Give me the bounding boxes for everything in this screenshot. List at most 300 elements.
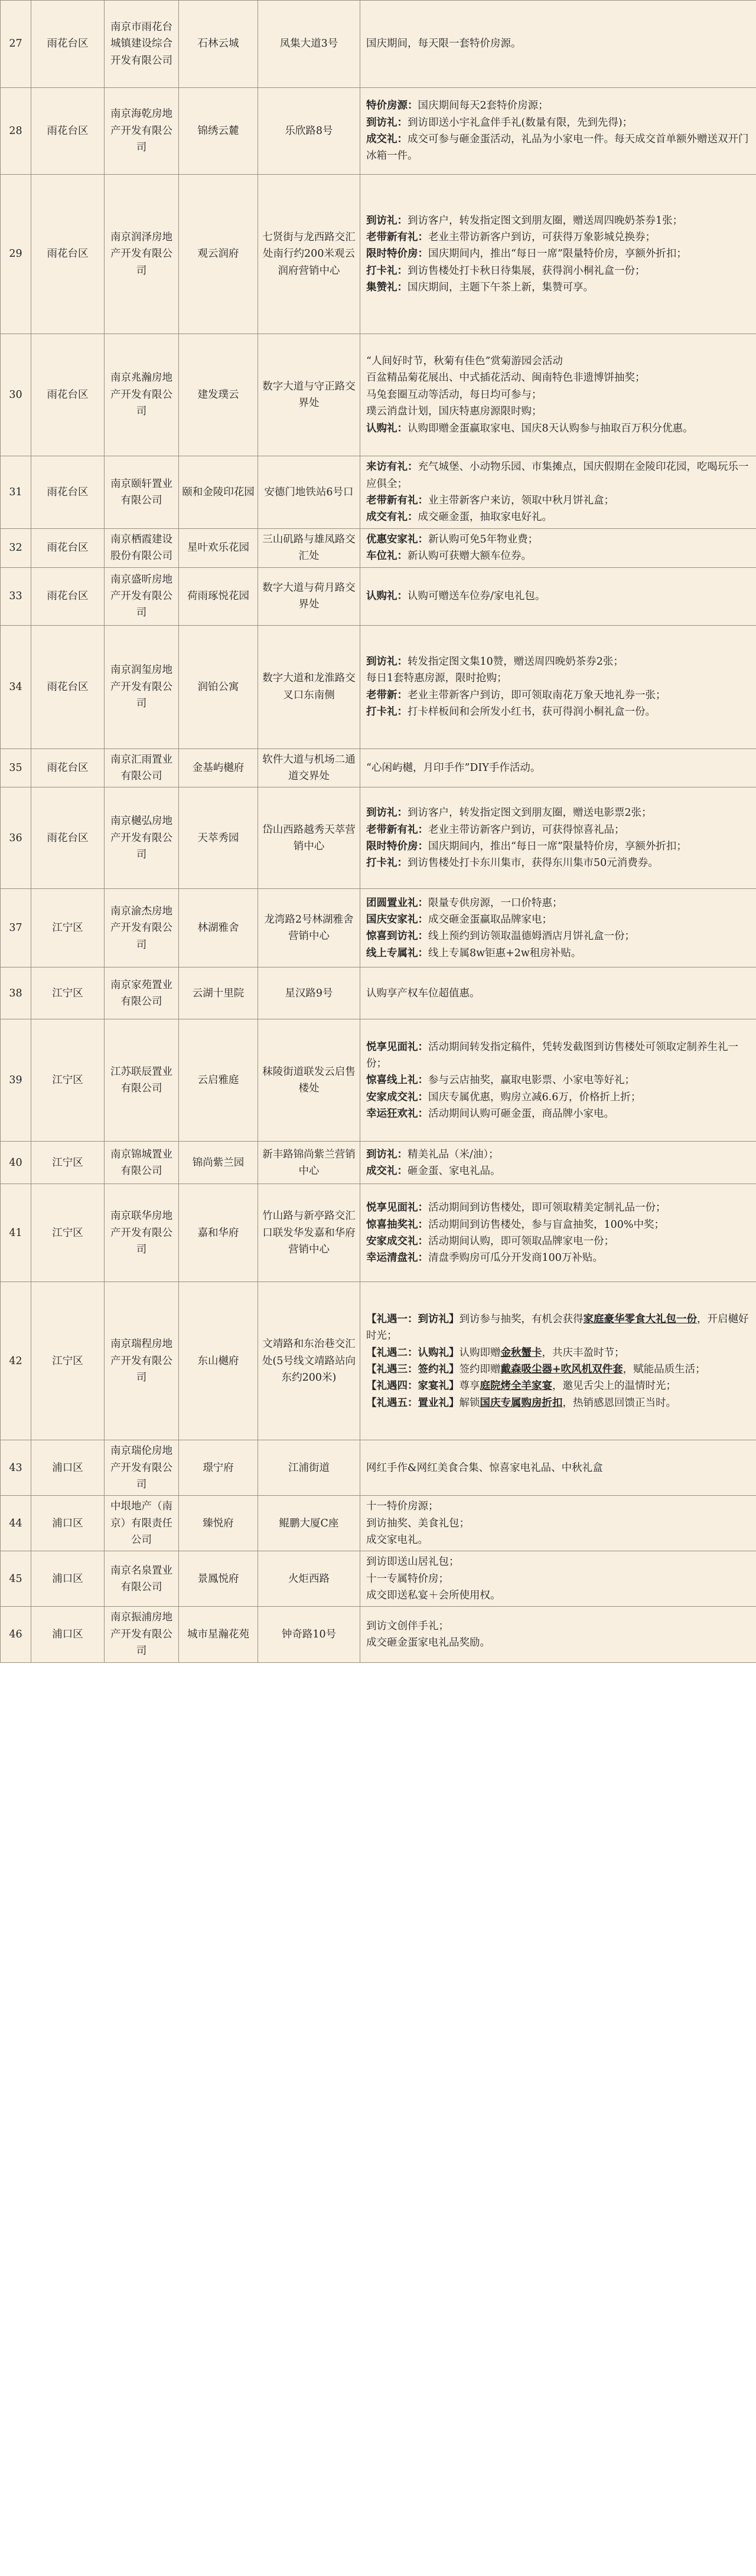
activity-text: 活动期间认购可砸金蛋，商品牌小家电。	[428, 1107, 614, 1120]
activity-text: 国庆期间每天2套特价房源；	[418, 100, 549, 112]
activity-label: 【礼遇一：到访礼】	[366, 1313, 460, 1325]
project-name-cell: 林湖雅舍	[179, 889, 258, 967]
project-name-cell: 润铂公寓	[179, 625, 258, 748]
activity-line	[366, 213, 750, 229]
table-row	[1, 625, 756, 748]
table-row	[1, 1496, 756, 1551]
activity-line	[366, 1250, 750, 1266]
activity-line	[366, 1395, 750, 1411]
activity-line	[366, 1072, 750, 1088]
activity-line	[366, 263, 750, 279]
activity-line	[366, 838, 750, 855]
row-number: 35	[1, 748, 31, 787]
activity-line	[366, 1311, 750, 1345]
activity-label: 安家成交礼：	[366, 1091, 428, 1103]
activity-text: 解锁	[459, 1397, 480, 1409]
activity-text: 成交砸金蛋赢取品牌家电；	[428, 914, 552, 926]
activity-line	[366, 1378, 750, 1394]
district-cell: 浦口区	[31, 1496, 105, 1551]
activity-text: 认购即赠	[459, 1346, 501, 1359]
activity-label: 到访礼：	[366, 116, 408, 129]
activities-cell	[360, 1496, 756, 1551]
activity-text: 国庆期间，主题下午茶上新，集赞可享。	[408, 282, 594, 294]
project-name-cell: 臻悦府	[179, 1496, 258, 1551]
activities-cell	[360, 625, 756, 748]
developer-cell: 南京栖霞建设股份有限公司	[105, 529, 179, 568]
project-name-cell: 天萃秀园	[179, 787, 258, 889]
activity-text: 签约即赠	[459, 1363, 501, 1375]
district-cell: 雨花台区	[31, 748, 105, 787]
activity-text: 线上预约到访领取温德姆酒店月饼礼盒一份；	[428, 930, 635, 943]
activity-text: 十一专属特价房；	[366, 1573, 449, 1585]
district-cell: 江宁区	[31, 967, 105, 1019]
activity-line	[366, 1089, 750, 1106]
activity-line	[366, 1146, 750, 1163]
activity-text: 十一特价房源；	[366, 1501, 439, 1513]
location-cell: 数字大道与荷月路交界处	[258, 567, 360, 625]
activity-line	[366, 353, 750, 370]
district-cell: 雨花台区	[31, 1, 105, 88]
activities-cell	[360, 787, 756, 889]
row-number: 40	[1, 1142, 31, 1184]
row-number: 38	[1, 967, 31, 1019]
developer-cell: 中垠地产（南京）有限责任公司	[105, 1496, 179, 1551]
developer-cell: 江苏联辰置业有限公司	[105, 1019, 179, 1142]
activity-line	[366, 97, 750, 114]
activity-text: 国庆期间，每天限一套特价房源。	[366, 38, 522, 50]
activity-text: 活动期间到访售楼处，参与盲盒抽奖，100%中奖；	[428, 1218, 665, 1231]
row-number: 36	[1, 787, 31, 889]
row-number: 46	[1, 1607, 31, 1662]
activity-line	[366, 1217, 750, 1233]
project-name-cell: 景鳳悦府	[179, 1551, 258, 1607]
project-name-cell: 锦绣云麓	[179, 88, 258, 175]
activity-text: 新认购可获赠大额车位券。	[408, 550, 532, 563]
activity-line	[366, 760, 750, 776]
activity-line	[366, 1361, 750, 1378]
activity-text: 到访参与抽奖，有机会获得	[459, 1313, 584, 1325]
activity-text: 清盘季购房可瓜分开发商100万补贴。	[428, 1252, 603, 1264]
activity-text: ，热销感恩回馈正当时。	[562, 1397, 676, 1409]
activity-line	[366, 945, 750, 962]
activity-label: 【礼遇五：置业礼】	[366, 1397, 460, 1409]
activity-line	[366, 131, 750, 165]
row-number: 31	[1, 456, 31, 529]
location-cell: 龙湾路2号林湖雅舍营销中心	[258, 889, 360, 967]
activity-line	[366, 492, 750, 509]
activity-line	[366, 1106, 750, 1122]
location-cell: 火炬西路	[258, 1551, 360, 1607]
activity-text: 到访客户，转发指定图文到朋友圈，赠送周四晚奶茶券1张；	[408, 214, 683, 227]
table-row	[1, 1282, 756, 1440]
table-row	[1, 175, 756, 334]
activities-cell	[360, 175, 756, 334]
activity-text: ，开启樾好时光；	[366, 1313, 749, 1342]
developer-cell: 南京汇雨置业有限公司	[105, 748, 179, 787]
district-cell: 雨花台区	[31, 175, 105, 334]
activity-text: 每日1套特惠房源，限时抢购；	[366, 672, 507, 685]
table-row	[1, 1019, 756, 1142]
activity-line	[366, 895, 750, 911]
district-cell: 雨花台区	[31, 334, 105, 456]
activity-line	[366, 1515, 750, 1532]
table-row	[1, 334, 756, 456]
district-cell: 浦口区	[31, 1440, 105, 1496]
activity-text: 新认购可免5年物业费；	[428, 534, 539, 545]
activity-line	[366, 653, 750, 670]
location-cell: 数字大道和龙淮路交叉口东南侧	[258, 625, 360, 748]
activity-label: 到访礼：	[366, 807, 408, 819]
location-cell: 新丰路锦尚紫兰营销中心	[258, 1142, 360, 1184]
location-cell: 软件大道与机场二通道交界处	[258, 748, 360, 787]
developer-cell: 南京名泉置业有限公司	[105, 1551, 179, 1607]
activity-label: 集赞礼：	[366, 282, 408, 294]
activities-cell	[360, 889, 756, 967]
activity-line	[366, 687, 750, 704]
table-row	[1, 1, 756, 88]
developer-cell: 南京渝杰房地产开发有限公司	[105, 889, 179, 967]
developer-cell: 南京润玺房地产开发有限公司	[105, 625, 179, 748]
activity-label: 到访礼：	[366, 1148, 408, 1160]
activity-text: 璞云消盘计划，国庆特惠房源限时购；	[366, 406, 542, 418]
district-cell: 雨花台区	[31, 625, 105, 748]
activity-label: 打卡礼：	[366, 857, 408, 869]
activity-label: 国庆安家礼：	[366, 914, 428, 926]
activity-label: 到访礼：	[366, 214, 408, 227]
activity-label: 老带新有礼：	[366, 231, 428, 243]
activity-text: 线上专属8w钜惠+2w租房补贴。	[428, 947, 582, 959]
activity-line	[366, 370, 750, 386]
activity-text: 转发指定图文集10赞，赠送周四晚奶茶券2张；	[408, 656, 624, 668]
table-row	[1, 1142, 756, 1184]
district-cell: 江宁区	[31, 1282, 105, 1440]
developer-cell: 南京海乾房地产开发有限公司	[105, 88, 179, 175]
activity-line	[366, 805, 750, 821]
activity-line	[366, 531, 750, 548]
table-row	[1, 967, 756, 1019]
developer-cell: 南京润泽房地产开发有限公司	[105, 175, 179, 334]
row-number: 43	[1, 1440, 31, 1496]
table-row	[1, 1440, 756, 1496]
row-number: 41	[1, 1184, 31, 1282]
activity-text: 充气城堡、小动物乐园、市集摊点，国庆假期在金陵印花园，吃喝玩乐一应俱全；	[366, 461, 749, 490]
location-cell: 钟奇路10号	[258, 1607, 360, 1662]
row-number: 30	[1, 334, 31, 456]
activity-text: “人间好时节，秋菊有佳色”赏菊游园会活动	[366, 355, 563, 368]
activity-label: 车位礼：	[366, 550, 408, 563]
row-number: 34	[1, 625, 31, 748]
activity-label: 悦享见面礼：	[366, 1041, 428, 1053]
activity-text: 百盆精品菊花展出、中式插花活动、闽南特色非遗博饼抽奖；	[366, 372, 646, 384]
activity-text: 精美礼品（米/油）；	[408, 1148, 499, 1160]
table-row	[1, 787, 756, 889]
activity-label: 安家成交礼：	[366, 1235, 428, 1247]
project-name-cell: 星叶欢乐花园	[179, 529, 258, 568]
developer-cell: 南京振浦房地产开发有限公司	[105, 1607, 179, 1662]
activity-text: 活动期间认购，即可领取品牌家电一份；	[428, 1235, 614, 1247]
row-number: 42	[1, 1282, 31, 1440]
location-cell: 乐欣路8号	[258, 88, 360, 175]
activities-cell	[360, 88, 756, 175]
location-cell: 江浦街道	[258, 1440, 360, 1496]
project-name-cell: 云启雅庭	[179, 1019, 258, 1142]
row-number: 44	[1, 1496, 31, 1551]
district-cell: 雨花台区	[31, 456, 105, 529]
table-row	[1, 1184, 756, 1282]
row-number: 33	[1, 567, 31, 625]
activity-line	[366, 387, 750, 403]
table-row	[1, 889, 756, 967]
activity-text: 参与云店抽奖，赢取电影票、小家电等好礼；	[428, 1074, 635, 1087]
table-body	[1, 1, 756, 1663]
activity-text: 限量专供房源，一口价特惠；	[428, 897, 563, 909]
developer-cell: 南京瑞程房地产开发有限公司	[105, 1282, 179, 1440]
activity-line	[366, 1345, 750, 1361]
activity-text: 活动期间转发指定稿件，凭转发截图到访售楼处可领取定制养生礼一份；	[366, 1041, 738, 1070]
table-row	[1, 88, 756, 175]
table-row	[1, 456, 756, 529]
location-cell: 星汉路9号	[258, 967, 360, 1019]
activity-label: 特价房源：	[366, 100, 418, 112]
district-cell: 江宁区	[31, 1142, 105, 1184]
activities-cell	[360, 1607, 756, 1662]
activity-line	[366, 459, 750, 492]
project-name-cell: 观云润府	[179, 175, 258, 334]
activity-text: 老业主带访新客户到访，可获得万象影城兑换券；	[428, 231, 656, 243]
district-cell: 雨花台区	[31, 88, 105, 175]
activity-label: 认购礼：	[366, 590, 408, 603]
activity-label: 【礼遇二：认购礼】	[366, 1346, 460, 1359]
developer-cell: 南京颐轩置业有限公司	[105, 456, 179, 529]
activity-text: “心闲屿樾，月印手作”DIY手作活动。	[366, 761, 541, 774]
activity-line	[366, 1532, 750, 1548]
activity-line	[366, 1634, 750, 1651]
activity-line	[366, 35, 750, 52]
activity-line	[366, 985, 750, 1002]
activities-cell	[360, 1, 756, 88]
activity-text: 到访即送山居礼包；	[366, 1556, 460, 1568]
activity-line	[366, 115, 750, 131]
activity-label: 惊喜到访礼：	[366, 930, 428, 943]
activity-text: 到访售楼处打卡东川集市，获得东川集市50元消费券。	[408, 857, 659, 869]
activity-text: 业主带新客户来访，领取中秋月饼礼盒；	[428, 495, 614, 506]
activity-label: 认购礼：	[366, 422, 408, 434]
activity-line	[366, 1498, 750, 1515]
activity-line	[366, 1460, 750, 1476]
activities-cell	[360, 1440, 756, 1496]
activity-text: 砸金蛋、家电礼品。	[408, 1165, 501, 1177]
row-number: 39	[1, 1019, 31, 1142]
activity-line	[366, 822, 750, 838]
project-name-cell: 城市星瀚花苑	[179, 1607, 258, 1662]
activity-label: 优惠安家礼：	[366, 534, 428, 545]
activity-label: 来访有礼：	[366, 461, 418, 473]
activity-text: 到访抽奖、美食礼包；	[366, 1517, 470, 1529]
activity-line	[366, 420, 750, 437]
activity-label: 悦享见面礼：	[366, 1202, 428, 1214]
activity-label: 老带新有礼：	[366, 495, 428, 506]
activity-label: 老带新：	[366, 689, 408, 701]
activity-line	[366, 1233, 750, 1250]
activity-label: 限时特价房：	[366, 840, 428, 852]
location-cell: 岱山西路越秀天萃营销中心	[258, 787, 360, 889]
project-name-cell: 锦尚紫兰园	[179, 1142, 258, 1184]
activity-label: 线上专属礼：	[366, 947, 428, 959]
activity-text: 成交可参与砸金蛋活动，礼品为小家电一件。每天成交首单额外赠送双开门冰箱一件。	[366, 133, 749, 162]
activity-text: 到访售楼处打卡秋日待集展，获得润小桐礼盒一份；	[408, 264, 646, 277]
activity-label: 到访礼：	[366, 656, 408, 668]
activity-label: 幸运清盘礼：	[366, 1252, 428, 1264]
activity-label: 幸运狂欢礼：	[366, 1107, 428, 1120]
activity-line	[366, 1039, 750, 1073]
developer-cell: 南京市雨花台城镇建设综合开发有限公司	[105, 1, 179, 88]
district-cell: 江宁区	[31, 1019, 105, 1142]
row-number: 45	[1, 1551, 31, 1607]
project-name-cell: 东山樾府	[179, 1282, 258, 1440]
table-row	[1, 567, 756, 625]
developer-cell: 南京樾弘房地产开发有限公司	[105, 787, 179, 889]
project-name-cell: 嘉和华府	[179, 1184, 258, 1282]
location-cell: 数字大道与守正路交界处	[258, 334, 360, 456]
activities-cell	[360, 1551, 756, 1607]
activity-text: 认购享产权车位超值惠。	[366, 987, 480, 999]
location-cell: 凤集大道3号	[258, 1, 360, 88]
activity-label: 团圆置业礼：	[366, 897, 428, 909]
developer-cell: 南京家苑置业有限公司	[105, 967, 179, 1019]
district-cell: 江宁区	[31, 889, 105, 967]
activity-text: ，邀见舌尖上的温情时光；	[552, 1380, 676, 1392]
district-cell: 浦口区	[31, 1551, 105, 1607]
table-row	[1, 1551, 756, 1607]
project-name-cell: 璟宁府	[179, 1440, 258, 1496]
row-number: 37	[1, 889, 31, 967]
activity-label: 惊喜线上礼：	[366, 1074, 428, 1087]
location-cell: 秣陵街道联发云启售楼处	[258, 1019, 360, 1142]
activity-label: 限时特价房：	[366, 248, 428, 260]
activity-text: 国庆专属优惠，购房立减6.6万，价格折上折；	[428, 1091, 641, 1103]
project-name-cell: 颐和金陵印花园	[179, 456, 258, 529]
activity-text: 成交家电礼。	[366, 1534, 428, 1547]
activity-line	[366, 855, 750, 871]
activity-text: 老业主带访新客户到访，可获得惊喜礼品；	[428, 823, 625, 836]
activity-line	[366, 1199, 750, 1216]
location-cell: 七贤街与龙西路交汇处南行约200米观云润府营销中心	[258, 175, 360, 334]
activity-label: 成交礼：	[366, 133, 408, 145]
activity-label: 成交礼：	[366, 1165, 408, 1177]
activity-text: 成交砸金蛋家电礼品奖励。	[366, 1636, 490, 1649]
activity-line	[366, 928, 750, 944]
developer-cell: 南京联华房地产开发有限公司	[105, 1184, 179, 1282]
activity-highlight: 家庭豪华零食大礼包一份	[583, 1313, 697, 1325]
activity-label: 打卡礼：	[366, 264, 408, 277]
project-name-cell: 建发璞云	[179, 334, 258, 456]
activities-cell	[360, 529, 756, 568]
activity-line	[366, 1554, 750, 1570]
activity-line	[366, 279, 750, 296]
location-cell: 鲲鹏大厦C座	[258, 1496, 360, 1551]
location-cell: 安德门地铁站6号口	[258, 456, 360, 529]
activity-text: 尊享	[459, 1380, 480, 1392]
activity-line	[366, 229, 750, 246]
developer-cell: 南京瑞伦房地产开发有限公司	[105, 1440, 179, 1496]
activity-text: 成交砸金蛋，抽取家电好礼。	[418, 511, 552, 524]
district-cell: 雨花台区	[31, 529, 105, 568]
activity-text: 认购可赠送车位券/家电礼包。	[408, 590, 546, 603]
activity-line	[366, 509, 750, 525]
activity-text: 到访客户，转发指定图文到朋友圈，赠送电影票2张；	[408, 807, 652, 819]
activity-line	[366, 670, 750, 687]
activities-cell	[360, 567, 756, 625]
activities-cell	[360, 1142, 756, 1184]
activities-cell	[360, 334, 756, 456]
activity-text: ，赋能品质生活；	[623, 1363, 706, 1375]
activity-label: 成交有礼：	[366, 511, 418, 524]
activity-line	[366, 1587, 750, 1604]
activity-highlight: 金秋蟹卡	[500, 1346, 542, 1359]
activity-text: 活动期间到访售楼处，即可领取精美定制礼品一份；	[428, 1202, 666, 1214]
project-name-cell: 云湖十里院	[179, 967, 258, 1019]
activities-cell	[360, 1184, 756, 1282]
location-cell: 竹山路与新亭路交汇口联发华发嘉和华府营销中心	[258, 1184, 360, 1282]
activity-line	[366, 704, 750, 720]
activity-label: 老带新有礼：	[366, 823, 428, 836]
activity-line	[366, 1571, 750, 1587]
activities-cell	[360, 456, 756, 529]
district-cell: 浦口区	[31, 1607, 105, 1662]
activity-text: 老业主带新客户到访，即可领取南花万象天地礼券一张；	[408, 689, 666, 701]
table-row	[1, 529, 756, 568]
activity-highlight: 戴森吸尘器+吹风机双件套	[500, 1363, 623, 1375]
activity-line	[366, 911, 750, 928]
activity-line	[366, 246, 750, 262]
project-name-cell: 荷雨琢悦花园	[179, 567, 258, 625]
activity-highlight: 国庆专属购房折扣	[480, 1397, 563, 1409]
project-name-cell: 金基屿樾府	[179, 748, 258, 787]
activities-cell	[360, 1019, 756, 1142]
activity-line	[366, 1163, 750, 1179]
activity-highlight: 庭院烤全羊家宴	[480, 1380, 552, 1392]
developer-cell: 南京锦城置业有限公司	[105, 1142, 179, 1184]
activity-text: 马兔套圈互动等活动，每日均可参与；	[366, 388, 542, 401]
activity-line	[366, 588, 750, 604]
table-row	[1, 748, 756, 787]
activity-text: 国庆期间内，推出“每日一席”限量特价房，享额外折扣；	[428, 248, 687, 260]
district-cell: 雨花台区	[31, 787, 105, 889]
activity-text: 到访文创伴手礼；	[366, 1620, 449, 1632]
activity-text: 打卡样板间和会所发小红书，获可得润小桐礼盒一份。	[408, 706, 656, 718]
activities-cell	[360, 1282, 756, 1440]
row-number: 28	[1, 88, 31, 175]
activities-cell	[360, 748, 756, 787]
activity-label: 【礼遇三：签约礼】	[366, 1363, 460, 1375]
activity-text: 网红手作&网红美食合集、惊喜家电礼品、中秋礼盒	[366, 1462, 603, 1474]
project-name-cell: 石林云城	[179, 1, 258, 88]
activity-label: 【礼遇四：家宴礼】	[366, 1380, 460, 1392]
activity-text: 到访即送小宇礼盒伴手礼(数量有限，先到先得)；	[408, 116, 633, 129]
district-cell: 江宁区	[31, 1184, 105, 1282]
location-cell: 三山矶路与雄凤路交汇处	[258, 529, 360, 568]
location-cell: 文靖路和东治巷交汇处(5号线文靖路站向东约200米)	[258, 1282, 360, 1440]
activity-label: 打卡礼：	[366, 706, 408, 718]
activity-text: 认购即赠金蛋赢取家电、国庆8天认购参与抽取百万积分优惠。	[408, 422, 693, 434]
activities-cell	[360, 967, 756, 1019]
table-row	[1, 1607, 756, 1662]
activity-line	[366, 403, 750, 420]
district-cell: 雨花台区	[31, 567, 105, 625]
developer-cell: 南京盛昕房地产开发有限公司	[105, 567, 179, 625]
developer-cell: 南京兆瀚房地产开发有限公司	[105, 334, 179, 456]
row-number: 27	[1, 1, 31, 88]
